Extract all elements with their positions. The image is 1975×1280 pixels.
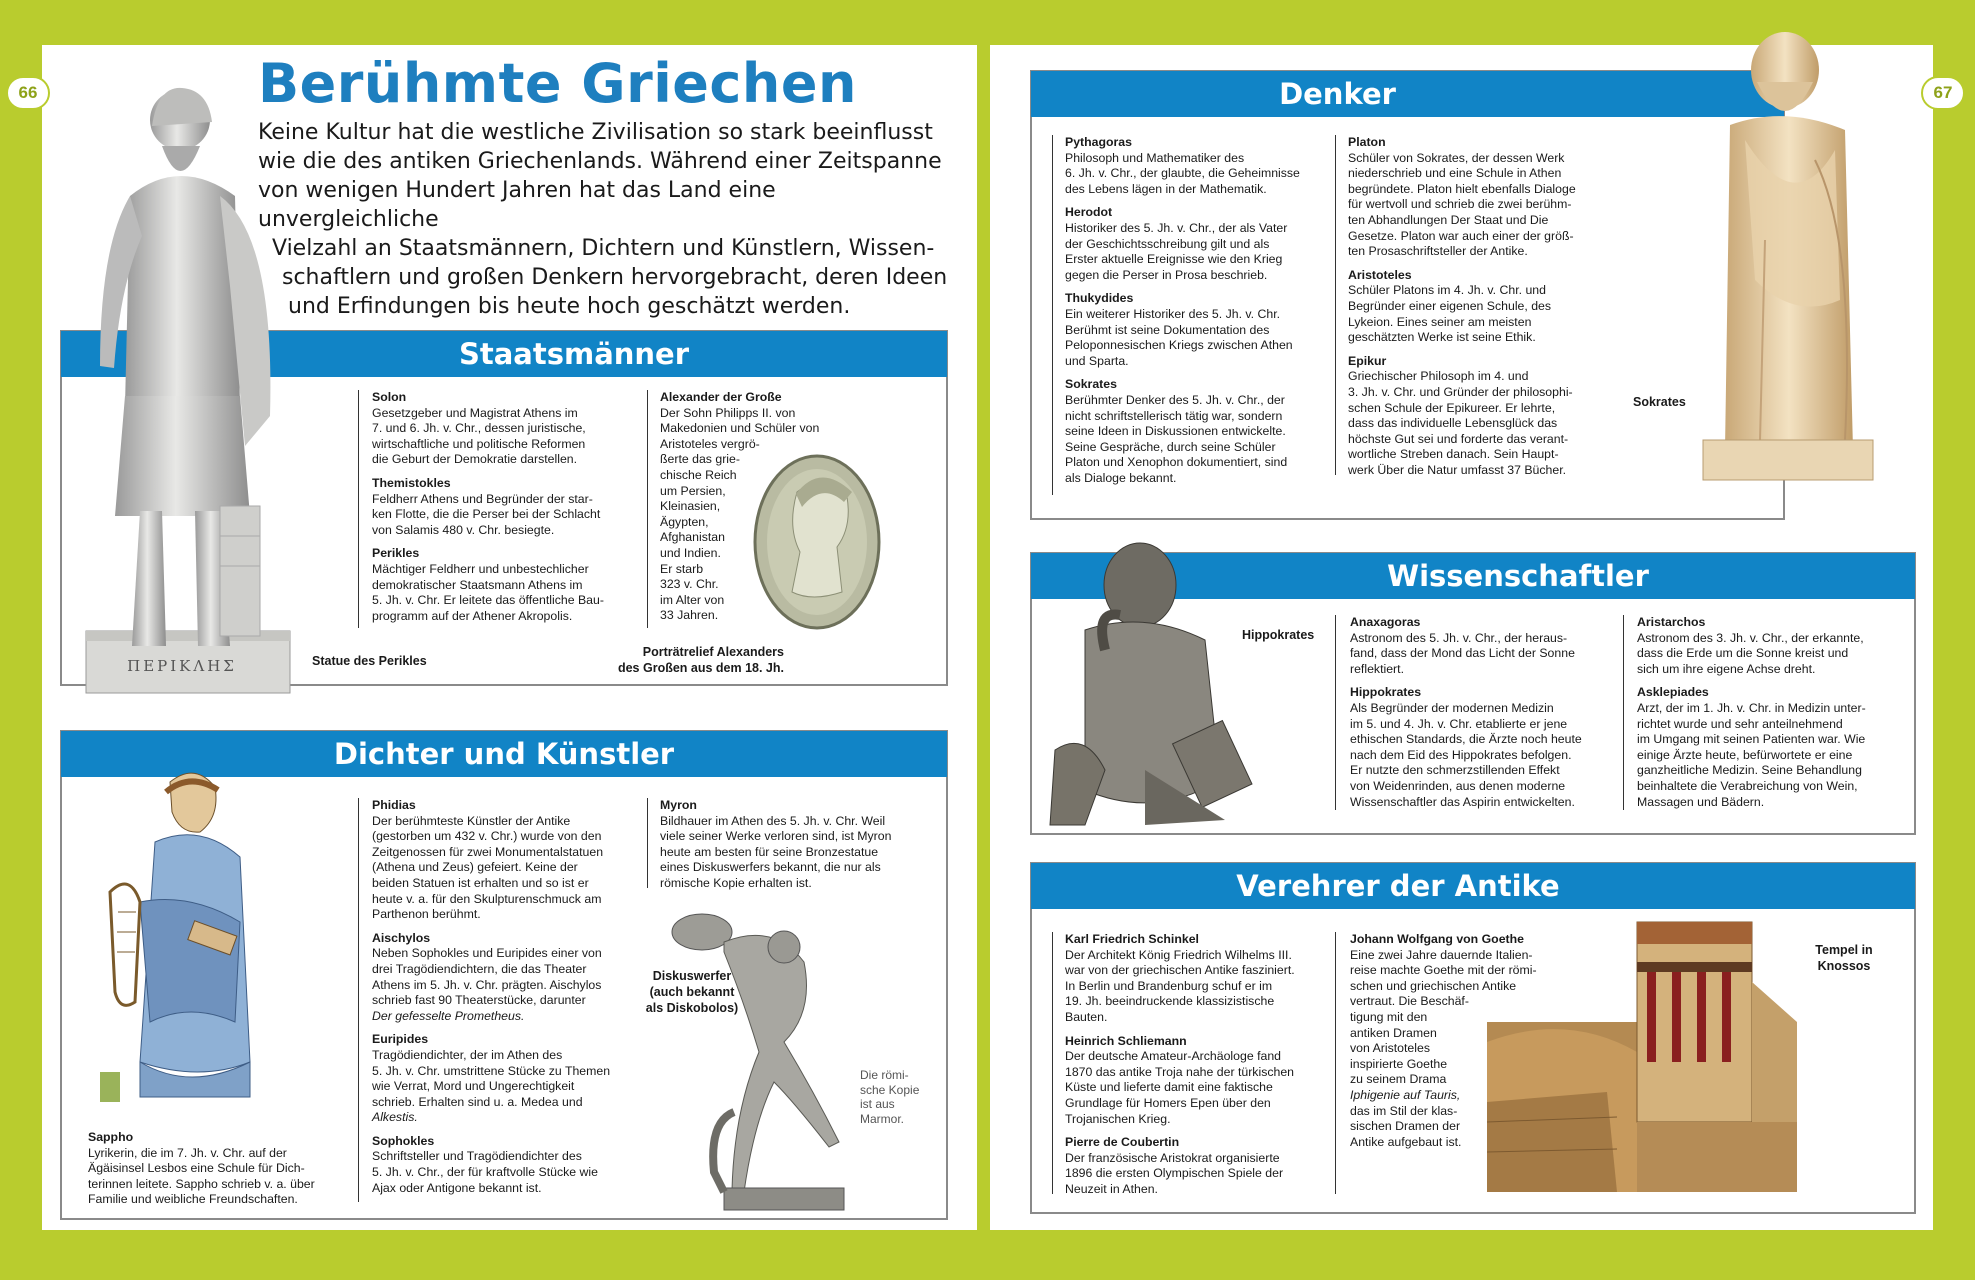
- alexander-relief-image: [752, 452, 882, 632]
- entry-hippokrates: Hippokrates Als Begründer der modernen Medizin im 5. und 4. Jh. v. Chr. etablierte er jene ethischen Standards, die Ärzte noch heute nach dem Eid des Hippokrates befolgen. Er nutzte den schmerzstillenden Effekt von Weidenrinden, aus denen moderne Wissenschaftler das Aspirin entwickelten.: [1350, 685, 1582, 809]
- entry-themistokles: Themistokles Feldherr Athens und Begründer der star- ken Flotte, die die Perser bei der Schlacht von Salamis 480 v. Chr. besiegte.: [372, 475, 601, 537]
- entry-herodot: Herodot Historiker des 5. Jh. v. Chr., der als Vater der Geschichtsschreibung gilt und als Erster aktuelle Ereignisse wie den Krieg gegen die Perser in Prosa beschrieb.: [1065, 205, 1288, 282]
- page-number-right: 67: [1921, 76, 1965, 110]
- dichter-col1: [372, 798, 640, 1204]
- diskuswerfer-caption: Diskuswerfer (auch bekannt als Diskobolos): [645, 969, 739, 1015]
- staatsmaenner-col1: [372, 390, 640, 632]
- relief-caption: Porträtrelief Alexanders des Großen aus dem 18. Jh.: [617, 645, 784, 675]
- verehrer-title: Verehrer der Antike: [1031, 863, 1915, 909]
- sappho-entry: Sappho Lyrikerin, die im 7. Jh. v. Chr. auf der Ägäisinsel Lesbos eine Schule für Dich- terinnen leitete. Sappho schrieb v. a. über Familie und weibliche Freundschaften.: [88, 1130, 315, 1207]
- entry-phidias: Phidias Der berühmteste Künstler der Antike (gestorben um 432 v. Chr.) wurde von den Zeitgenossen für zwei Monumentalstatuen (Athena und Zeus) gefeiert. Keine der beiden Statuen ist erhalten und so ist er heute v. a. für den Skulpturenschmuck am Parthenon berühmt.: [372, 798, 604, 922]
- verehrer-col1: [1065, 932, 1335, 1206]
- entry-anaxagoras: Anaxagoras Astronom des 5. Jh. v. Chr., der heraus- fand, dass der Mond das Licht der Sonne reflektiert.: [1350, 615, 1575, 676]
- page-title: Berühmte Griechen: [258, 52, 857, 115]
- denker-col2: [1348, 135, 1598, 486]
- entry-alexander: Alexander der Große Der Sohn Philipps II. von Makedonien und Schüler von Aristoteles vergrö- ßerte das grie- chische Reich um Persien, Kleinasien, Ägypten, Afghanistan und Indien. Er starb 323 v. Chr. im Alter von 33 Jahren.: [660, 390, 820, 623]
- entry-schliemann: Heinrich Schliemann Der deutsche Amateur-Archäologe fand 1870 das antike Troja nahe der türkischen Küste und lieferte damit eine faktische Grundlage für Homers Epen über den Trojanischen Krieg.: [1065, 1033, 1295, 1126]
- entry-asklepiades: Asklepiades Arzt, der im 1. Jh. v. Chr. in Medizin unter- richtet wurde und sehr anteilnehmend im Umgang mit seinen Patienten war. Wie einige Ärzte heute, befürwortete er eine ganzheitliche Medizin. Seine Behandlung beinhaltete die Verabreichung von Wein, Massagen und Bädern.: [1637, 685, 1866, 809]
- wissenschaftler-col1: [1350, 615, 1618, 818]
- intro-line: von wenigen Hundert Jahren hat das Land eine unvergleichliche: [258, 178, 776, 232]
- staatsmaenner-title: Staatsmänner: [61, 331, 947, 377]
- entry-platon: Platon Schüler von Sokrates, der dessen Werk niederschrieb und eine Schule in Athen begründete. Platon hielt ebenfalls Dialoge für wertvoll und schrieb die zwei berühm- ten Abhandlungen Der Staat und Die Gesetze. Platon war auch einer der größ- ten Prosaschriftsteller der Antike.: [1348, 135, 1576, 259]
- entry-aristoteles: Aristoteles Schüler Platons im 4. Jh. v. Chr. und Begründer einer eigenen Schule, des Lykeion. Eines seiner am meisten geschätzten Werke ist seine Ethik.: [1348, 267, 1552, 345]
- sokrates-statue-image: [1685, 20, 1875, 482]
- hippokrates-caption: Hippokrates: [1242, 628, 1315, 642]
- statue-inscription: ΠΕΡΙΚΛΗΣ: [127, 657, 237, 675]
- intro-line: Vielzahl an Staatsmännern, Dichtern und Künstlern, Wissen-: [272, 236, 935, 261]
- entry-pythagoras: Pythagoras Philosoph und Mathematiker des 6. Jh. v. Chr., der glaubte, die Geheimnisse des Lebens lägen in der Mathematik.: [1065, 135, 1300, 196]
- denker-title: Denker: [1031, 71, 1784, 117]
- entry-coubertin: Pierre de Coubertin Der französische Aristokrat organisierte 1896 die ersten Olympischen Spiele der Neuzeit in Athen.: [1065, 1135, 1284, 1196]
- entry-thukydides: Thukydides Ein weiterer Historiker des 5. Jh. v. Chr. Berühmt ist seine Dokumentation des Peloponnesischen Kriegs zwischen Athen und Sparta.: [1065, 291, 1293, 368]
- entry-myron: Myron Bildhauer im Athen des 5. Jh. v. Chr. Weil viele seiner Werke verloren sind, ist Myron heute am besten für seine Bronzestatue eines Diskuswerfers bekannt, die nur als römische Kopie erhalten ist.: [660, 798, 892, 890]
- intro-line: Keine Kultur hat die westliche Zivilisation so stark beeinflusst: [258, 120, 933, 145]
- entry-solon: Solon Gesetzgeber und Magistrat Athens im 7. und 6. Jh. v. Chr., dessen juristische, wirtschaftliche und politische Reformen die Geburt der Demokratie darstellen.: [372, 390, 586, 467]
- intro-line: und Erfindungen bis heute hoch geschätzt werden.: [288, 294, 851, 319]
- temple-caption: Tempel in Knossos: [1815, 943, 1873, 973]
- sokrates-caption: Sokrates: [1633, 395, 1686, 409]
- entry-goethe: Johann Wolfgang von Goethe Eine zwei Jahre dauernde Italien- reise machte Goethe mit der römi- schen und griechischen Antike vertraut. Die Beschäf- tigung mit den antiken Dramen von Aristoteles inspirierte Goethe zu seinem Drama Iphigenie auf Tauris, das im Stil der klas- sischen Dramen der Antike aufgebaut ist.: [1350, 932, 1537, 1149]
- entry-sophokles: Sophokles Schriftsteller und Tragödiendichter des 5. Jh. v. Chr., der für kraftvolle Stücke wie Ajax oder Antigone bekannt ist.: [372, 1133, 598, 1195]
- entry-epikur: Epikur Griechischer Philosoph im 4. und 3. Jh. v. Chr. und Gründer der philosophi- schen Schule der Epikureer. Er lehrte, dass das individuelle Lebensglück das höchste Gut sei und forderte das verant- wortliche Streben danach. Sein Haupt- werk Über die Natur umfasst 37 Bücher.: [1348, 353, 1573, 477]
- page-number-left: 66: [6, 76, 50, 110]
- diskuswerfer-image: [664, 892, 864, 1212]
- sappho-illustration: [100, 762, 260, 1102]
- wissenschaftler-title: Wissenschaftler: [1031, 553, 1915, 599]
- entry-sokrates: Sokrates Berühmter Denker des 5. Jh. v. Chr., der nicht schriftstellerisch tätig war, sondern seine Ideen in Diskussionen entwickelte. Seine Gespräche, durch seine Schüler Platon und Xenophon dokumentiert, sind als Dialoge bekannt.: [1065, 377, 1288, 485]
- intro-line: schaftlern und großen Denkern hervorgebracht, deren Ideen: [282, 265, 948, 290]
- entry-aischylos: Aischylos Neben Sophokles und Euripides einer von drei Tragödiendichtern, die das Theater Athens im 5. Jh. v. Chr. prägten. Aischylos schrieb fast 90 Theaterstücke, darunter Der gefesselte Prometheus.: [372, 930, 602, 1023]
- entry-euripides: Euripides Tragödiendichter, der im Athen des 5. Jh. v. Chr. umstrittene Stücke zu Themen wie Verrat, Mord und Ungerechtigkeit schrieb. Erhalten sind u. a. Medea und Alkestis.: [372, 1032, 611, 1125]
- dichter-title: Dichter und Künstler: [61, 731, 947, 777]
- perikles-statue-image: [70, 86, 295, 694]
- knossos-temple-image: [1487, 902, 1797, 1192]
- intro-text: [258, 118, 958, 321]
- wissenschaftler-col2: [1637, 615, 1905, 818]
- entry-aristarchos: Aristarchos Astronom des 3. Jh. v. Chr., der erkannte, dass die Erde um die Sonne kreist und sich um ihre eigene Achse dreht.: [1637, 615, 1864, 676]
- intro-line: wie die des antiken Griechenlands. Während einer Zeitspanne: [258, 149, 942, 174]
- diskuswerfer-note: Die römi- sche Kopie ist aus Marmor.: [860, 1068, 920, 1126]
- hippokrates-statue-image: [1045, 530, 1245, 830]
- denker-col1: [1065, 135, 1320, 494]
- perikles-caption: Statue des Perikles: [312, 654, 427, 668]
- entry-schinkel: Karl Friedrich Schinkel Der Architekt König Friedrich Wilhelms III. war von der griechischen Antike fasziniert. In Berlin und Brandenburg schuf er im 19. Jh. beeindruckende klassizistische Bauten.: [1065, 932, 1295, 1024]
- entry-perikles: Perikles Mächtiger Feldherr und unbestechlicher demokratischer Staatsmann Athens im 5. Jh. v. Chr. Er leitete das öffentliche Bau- programm auf der Athener Akropolis.: [372, 546, 604, 623]
